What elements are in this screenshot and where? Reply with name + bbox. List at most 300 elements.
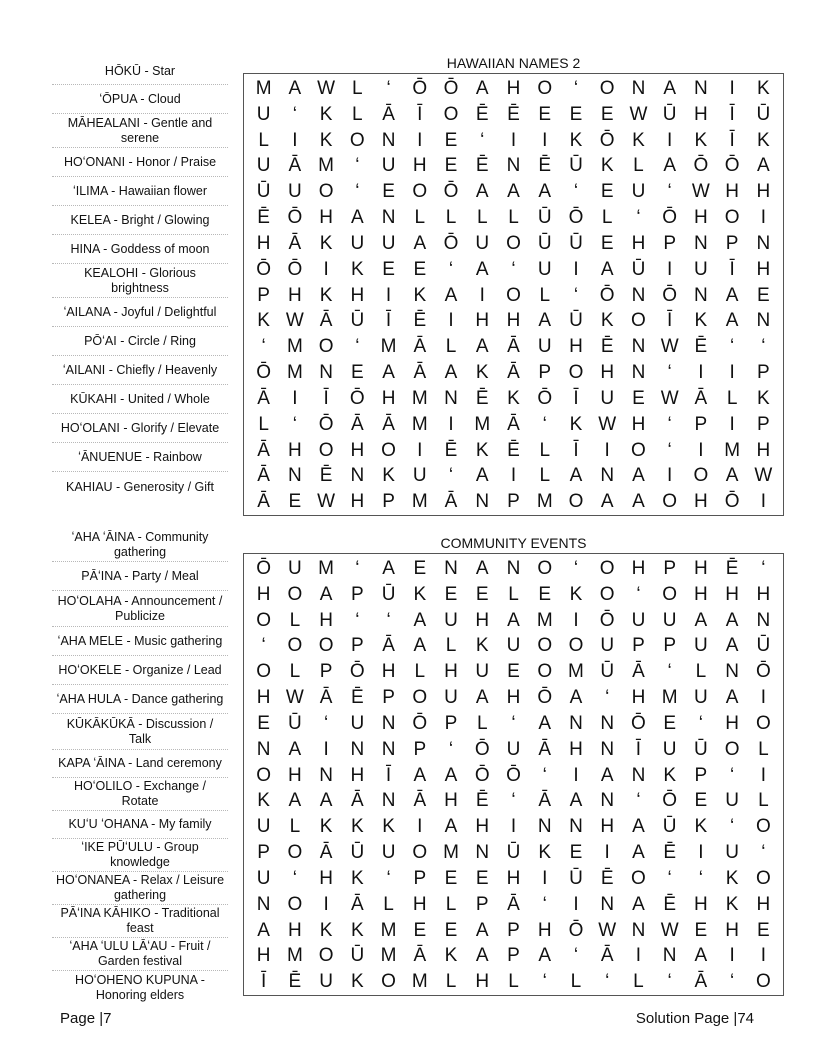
grid-letter: Ā bbox=[507, 413, 520, 435]
grid-letter: I bbox=[292, 387, 298, 409]
grid-letter: A bbox=[257, 919, 270, 941]
grid-letter: H bbox=[506, 78, 521, 99]
grid-letter: O bbox=[631, 439, 646, 461]
grid-letter: Ō bbox=[537, 687, 553, 709]
grid-letter: I bbox=[292, 129, 298, 151]
grid-letter: Ō bbox=[287, 258, 303, 280]
grid-letter: M bbox=[411, 971, 428, 993]
puzzle-title-hawaiian-names: HAWAIIAN NAMES 2 bbox=[446, 55, 581, 71]
grid-letter: ‘ bbox=[730, 764, 735, 786]
grid-letter: K bbox=[319, 919, 333, 941]
grid-letter: Ō bbox=[412, 78, 428, 99]
grid-letter: N bbox=[694, 232, 708, 254]
grid-letter: ‘ bbox=[323, 712, 329, 734]
grid-letter: W bbox=[598, 919, 617, 941]
grid-letter: Ā bbox=[319, 842, 333, 864]
grid-letter: A bbox=[444, 362, 458, 384]
grid-letter: P bbox=[663, 635, 676, 657]
grid-letter: Ē bbox=[600, 336, 614, 358]
grid-letter: N bbox=[381, 207, 396, 229]
grid-letter: O bbox=[693, 465, 709, 487]
grid-letter: Ā bbox=[382, 103, 395, 125]
grid-letter: ‘ bbox=[636, 583, 641, 605]
grid-letter: Ā bbox=[538, 738, 552, 760]
grid-letter: A bbox=[632, 816, 645, 838]
grid-letter: K bbox=[350, 816, 364, 838]
grid-letter: U bbox=[600, 635, 615, 657]
grid-letter: H bbox=[756, 439, 771, 461]
grid-letter: ‘ bbox=[573, 945, 579, 967]
grid-letter: E bbox=[569, 103, 583, 125]
grid-letter: I bbox=[760, 491, 767, 513]
grid-letter: H bbox=[287, 284, 302, 306]
grid-letter: H bbox=[725, 181, 739, 203]
grid-letter: O bbox=[381, 971, 396, 993]
grid-letter: Ō bbox=[662, 790, 678, 812]
grid-letter: P bbox=[507, 919, 520, 941]
grid-letter: Ā bbox=[382, 635, 395, 657]
grid-letter: H bbox=[444, 790, 458, 812]
grid-letter: O bbox=[631, 867, 646, 889]
grid-letter: A bbox=[475, 919, 489, 941]
grid-letter: I bbox=[760, 945, 767, 967]
grid-letter: U bbox=[381, 155, 396, 177]
grid-letter: I bbox=[573, 609, 579, 631]
grid-letter: Ā bbox=[257, 439, 270, 461]
grid-letter: W bbox=[691, 181, 710, 203]
grid-letter: O bbox=[631, 310, 646, 332]
grid-letter: Ā bbox=[413, 362, 427, 384]
grid-letter: N bbox=[475, 842, 490, 864]
word-list-item: ʻILIMA - Hawaiian flower bbox=[52, 177, 228, 206]
grid-letter: ‘ bbox=[542, 893, 547, 915]
grid-letter: K bbox=[350, 971, 364, 993]
grid-letter: ‘ bbox=[605, 971, 610, 993]
grid-letter: L bbox=[508, 583, 519, 605]
grid-letter: Ō bbox=[443, 78, 459, 99]
grid-letter: A bbox=[632, 491, 645, 513]
grid-letter: L bbox=[758, 790, 769, 812]
grid-letter: L bbox=[258, 129, 269, 151]
grid-letter: A bbox=[538, 945, 552, 967]
grid-letter: K bbox=[413, 583, 427, 605]
grid-letter: Ā bbox=[600, 945, 614, 967]
grid-letter: Ō bbox=[568, 207, 584, 229]
grid-letter: Ī bbox=[323, 387, 329, 409]
grid-letter: Ū bbox=[381, 583, 396, 605]
grid-letter: I bbox=[323, 258, 329, 280]
grid-letter: L bbox=[352, 103, 363, 125]
grid-letter: U bbox=[256, 155, 271, 177]
grid-letter: Ī bbox=[573, 439, 579, 461]
grid-letter: A bbox=[507, 609, 520, 631]
grid-letter: E bbox=[600, 232, 614, 254]
grid-letter: ‘ bbox=[355, 558, 360, 579]
grid-letter: Ō bbox=[662, 284, 678, 306]
grid-letter: N bbox=[725, 661, 739, 683]
grid-letter: Ī bbox=[667, 310, 673, 332]
grid-letter: U bbox=[475, 232, 490, 254]
grid-letter: K bbox=[725, 893, 739, 915]
grid-letter: E bbox=[757, 919, 770, 941]
grid-letter: A bbox=[413, 232, 427, 254]
grid-letter: E bbox=[288, 491, 302, 513]
grid-letter: Ē bbox=[507, 439, 520, 461]
grid-letter: A bbox=[475, 78, 489, 99]
grid-letter: N bbox=[256, 738, 271, 760]
grid-letter: K bbox=[600, 310, 614, 332]
word-list-hawaiian-names bbox=[52, 58, 228, 502]
grid-letter: ‘ bbox=[448, 738, 454, 760]
grid-letter: O bbox=[318, 635, 334, 657]
grid-letter: E bbox=[694, 919, 708, 941]
word-list-item: ʻAILANA - Joyful / Delightful bbox=[52, 298, 228, 327]
grid-letter: E bbox=[475, 867, 489, 889]
grid-letter: K bbox=[632, 129, 645, 151]
grid-letter: E bbox=[600, 103, 614, 125]
grid-letter: K bbox=[413, 284, 427, 306]
grid-letter: U bbox=[662, 609, 677, 631]
grid-letter: Ō bbox=[256, 258, 271, 280]
grid-letter: I bbox=[667, 258, 673, 280]
grid-letter: Ā bbox=[538, 790, 552, 812]
grid-letter: Ō bbox=[724, 155, 740, 177]
grid-letter: M bbox=[536, 609, 553, 631]
grid-letter: H bbox=[600, 362, 615, 384]
grid-letter: A bbox=[444, 816, 458, 838]
grid-letter: P bbox=[475, 893, 489, 915]
grid-letter: H bbox=[600, 816, 615, 838]
grid-letter: Ō bbox=[443, 181, 459, 203]
grid-letter: E bbox=[413, 919, 427, 941]
grid-letter: Ū bbox=[569, 310, 583, 332]
grid-letter: H bbox=[381, 661, 396, 683]
page-number: Page |7 bbox=[60, 1010, 112, 1027]
grid-letter: Ī bbox=[417, 103, 423, 125]
grid-letter: ‘ bbox=[261, 336, 266, 358]
grid-letter: H bbox=[756, 583, 771, 605]
word-search-grid-community-events bbox=[243, 553, 784, 996]
grid-letter: L bbox=[258, 413, 269, 435]
grid-letter: ‘ bbox=[480, 129, 485, 151]
grid-letter: K bbox=[350, 919, 364, 941]
word-list-item: KELEA - Bright / Glowing bbox=[52, 206, 228, 235]
grid-letter: Ō bbox=[318, 413, 334, 435]
grid-letter: O bbox=[662, 491, 678, 513]
grid-letter: Ē bbox=[475, 790, 489, 812]
grid-letter: I bbox=[729, 413, 735, 435]
grid-letter: H bbox=[725, 583, 739, 605]
grid-letter: U bbox=[631, 181, 646, 203]
grid-letter: H bbox=[756, 893, 771, 915]
grid-letter: M bbox=[286, 945, 303, 967]
grid-letter: O bbox=[568, 491, 584, 513]
grid-letter: L bbox=[476, 712, 488, 734]
grid-letter: H bbox=[506, 867, 521, 889]
grid-letter: O bbox=[349, 129, 365, 151]
grid-letter: Ū bbox=[662, 103, 677, 125]
grid-letter: M bbox=[536, 491, 553, 513]
grid-letter: Ā bbox=[350, 413, 364, 435]
grid-letter: O bbox=[506, 232, 521, 254]
grid-letter: P bbox=[757, 362, 770, 384]
grid-letter: I bbox=[510, 129, 517, 151]
grid-letter: A bbox=[569, 687, 583, 709]
grid-letter: ‘ bbox=[448, 258, 454, 280]
grid-letter: Ō bbox=[506, 764, 521, 786]
grid-letter: O bbox=[287, 842, 303, 864]
grid-letter: Ā bbox=[507, 336, 520, 358]
grid-letter: U bbox=[381, 232, 396, 254]
grid-letter: H bbox=[694, 558, 708, 579]
grid-letter: W bbox=[317, 78, 336, 99]
grid-letter: K bbox=[350, 867, 364, 889]
grid-letter: K bbox=[725, 867, 739, 889]
grid-letter: A bbox=[725, 284, 739, 306]
grid-letter: O bbox=[287, 635, 303, 657]
grid-letter: N bbox=[631, 336, 646, 358]
grid-letter: Ū bbox=[350, 310, 365, 332]
grid-letter: ‘ bbox=[573, 558, 579, 579]
grid-letter: H bbox=[537, 919, 552, 941]
grid-letter: K bbox=[694, 310, 708, 332]
grid-letter: I bbox=[510, 465, 517, 487]
grid-letter: ‘ bbox=[542, 413, 547, 435]
word-list-item: PĀʻINA KĀHIKO - Traditional feast bbox=[52, 905, 228, 938]
grid-letter: L bbox=[352, 78, 363, 99]
word-list-item: ʻAHA HULA - Dance gathering bbox=[52, 685, 228, 714]
grid-letter: O bbox=[537, 661, 553, 683]
grid-letter: N bbox=[569, 816, 583, 838]
grid-letter: ‘ bbox=[261, 635, 266, 657]
grid-letter: I bbox=[385, 284, 392, 306]
word-list-item: HŌKŪ - Star bbox=[52, 58, 228, 85]
grid-letter: Ō bbox=[599, 129, 615, 151]
grid-letter: E bbox=[444, 919, 458, 941]
grid-letter: Ō bbox=[755, 661, 771, 683]
grid-letter: Ū bbox=[600, 661, 615, 683]
grid-letter: U bbox=[256, 816, 271, 838]
grid-letter: M bbox=[286, 362, 303, 384]
word-list-item: HOʻOLAHA - Announcement / Publicize bbox=[52, 591, 228, 627]
grid-letter: H bbox=[725, 919, 739, 941]
grid-letter: H bbox=[725, 712, 739, 734]
grid-letter: O bbox=[599, 558, 615, 579]
grid-letter: ‘ bbox=[355, 336, 360, 358]
grid-letter: A bbox=[507, 181, 520, 203]
grid-letter: P bbox=[350, 583, 364, 605]
grid-letter: A bbox=[413, 609, 427, 631]
grid-letter: O bbox=[662, 583, 678, 605]
word-list-item: HOʻOHENO KUPUNA - Honoring elders bbox=[75, 972, 205, 1002]
grid-letter: Ō bbox=[443, 232, 459, 254]
grid-letter: ‘ bbox=[292, 413, 297, 435]
grid-letter: Ī bbox=[729, 103, 735, 125]
grid-letter: I bbox=[729, 945, 735, 967]
grid-letter: L bbox=[289, 816, 301, 838]
grid-letter: ‘ bbox=[698, 867, 704, 889]
grid-letter: ‘ bbox=[542, 971, 547, 993]
grid-letter: ‘ bbox=[573, 78, 579, 99]
grid-letter: ‘ bbox=[511, 712, 516, 734]
grid-letter: ‘ bbox=[573, 181, 579, 203]
grid-letter: A bbox=[538, 712, 552, 734]
grid-letter: A bbox=[475, 465, 489, 487]
grid-letter: I bbox=[698, 439, 704, 461]
grid-letter: E bbox=[475, 583, 489, 605]
grid-letter: O bbox=[412, 181, 428, 203]
grid-letter: O bbox=[537, 78, 553, 99]
grid-letter: Ā bbox=[694, 971, 708, 993]
grid-letter: Ē bbox=[507, 103, 520, 125]
grid-letter: A bbox=[725, 465, 739, 487]
grid-letter: P bbox=[413, 867, 427, 889]
grid-letter: O bbox=[568, 362, 584, 384]
grid-letter: K bbox=[475, 439, 489, 461]
grid-letter: H bbox=[694, 103, 708, 125]
grid-letter: N bbox=[381, 790, 396, 812]
grid-letter: P bbox=[382, 687, 395, 709]
grid-letter: M bbox=[474, 413, 491, 435]
grid-letter: U bbox=[506, 738, 521, 760]
grid-letter: L bbox=[633, 971, 644, 993]
grid-letter: O bbox=[537, 635, 553, 657]
grid-letter: I bbox=[417, 816, 423, 838]
word-search-grid-hawaiian-names bbox=[243, 73, 784, 516]
grid-letter: N bbox=[756, 609, 771, 631]
grid-letter: M bbox=[411, 413, 428, 435]
word-list-item: ʻĀNUENUE - Rainbow bbox=[52, 443, 228, 472]
grid-letter: A bbox=[663, 155, 676, 177]
grid-letter: ‘ bbox=[386, 78, 391, 99]
grid-letter: O bbox=[318, 945, 334, 967]
grid-letter: Ō bbox=[568, 919, 584, 941]
grid-letter: H bbox=[319, 609, 333, 631]
grid-letter: A bbox=[538, 181, 552, 203]
grid-letter: H bbox=[756, 181, 771, 203]
grid-letter: Ō bbox=[256, 362, 271, 384]
grid-letter: N bbox=[600, 790, 615, 812]
solution-page-reference: Solution Page |74 bbox=[635, 1010, 754, 1027]
grid-letter: W bbox=[629, 103, 648, 125]
grid-letter: Ē bbox=[475, 155, 489, 177]
grid-letter: Ē bbox=[475, 387, 489, 409]
word-list-item: HOʻONANEA - Relax / Leisure gathering bbox=[52, 872, 228, 905]
grid-letter: U bbox=[600, 387, 615, 409]
grid-letter: O bbox=[287, 893, 303, 915]
grid-letter: Ā bbox=[319, 687, 333, 709]
grid-letter: O bbox=[381, 439, 396, 461]
grid-letter: A bbox=[600, 258, 614, 280]
grid-letter: E bbox=[694, 790, 708, 812]
grid-letter: E bbox=[632, 387, 645, 409]
grid-letter: Ā bbox=[413, 945, 427, 967]
grid-letter: A bbox=[475, 687, 489, 709]
grid-letter: O bbox=[256, 609, 271, 631]
grid-letter: O bbox=[506, 284, 521, 306]
grid-letter: L bbox=[601, 207, 613, 229]
grid-letter: A bbox=[725, 310, 739, 332]
word-list-item: ʻAHA ʻĀINA - Community gathering bbox=[52, 528, 228, 562]
grid-letter: A bbox=[475, 558, 489, 579]
grid-letter: L bbox=[414, 207, 426, 229]
grid-letter: L bbox=[539, 439, 551, 461]
grid-letter: O bbox=[599, 78, 615, 99]
grid-letter: U bbox=[444, 609, 458, 631]
grid-letter: Ē bbox=[694, 336, 708, 358]
grid-letter: Ī bbox=[385, 764, 392, 786]
grid-letter: L bbox=[445, 635, 457, 657]
grid-letter: A bbox=[632, 893, 645, 915]
grid-letter: U bbox=[412, 465, 427, 487]
grid-letter: A bbox=[475, 258, 489, 280]
word-list-item: ʻAHA ʻULU LĀʻAU - Fruit / Garden festival bbox=[52, 938, 228, 971]
grid-letter: I bbox=[729, 78, 735, 99]
grid-letter: N bbox=[381, 129, 396, 151]
grid-letter: M bbox=[443, 842, 459, 864]
grid-letter: U bbox=[694, 635, 708, 657]
grid-letter: Ā bbox=[350, 790, 364, 812]
grid-letter: ‘ bbox=[761, 336, 766, 358]
grid-letter: H bbox=[256, 687, 271, 709]
grid-letter: O bbox=[318, 439, 334, 461]
grid-letter: E bbox=[382, 258, 395, 280]
grid-letter: H bbox=[475, 816, 490, 838]
grid-letter: L bbox=[508, 207, 519, 229]
grid-letter: U bbox=[381, 842, 396, 864]
grid-letter: P bbox=[319, 661, 333, 683]
grid-letter: N bbox=[694, 284, 708, 306]
grid-letter: ‘ bbox=[667, 661, 672, 683]
grid-letter: K bbox=[507, 387, 520, 409]
grid-letter: Ū bbox=[537, 232, 552, 254]
grid-letter: O bbox=[755, 971, 771, 993]
grid-letter: Ū bbox=[350, 945, 365, 967]
grid-letter: K bbox=[757, 78, 770, 99]
grid-letter: W bbox=[754, 465, 773, 487]
grid-letter: N bbox=[319, 764, 333, 786]
grid-letter: I bbox=[573, 764, 579, 786]
grid-letter: H bbox=[475, 971, 490, 993]
grid-letter: E bbox=[600, 181, 614, 203]
grid-letter: P bbox=[725, 232, 739, 254]
grid-letter: H bbox=[381, 387, 396, 409]
grid-letter: P bbox=[257, 842, 270, 864]
grid-letter: E bbox=[538, 583, 552, 605]
grid-letter: N bbox=[662, 945, 677, 967]
grid-letter: A bbox=[757, 155, 770, 177]
grid-letter: Ē bbox=[663, 893, 676, 915]
grid-letter: P bbox=[663, 232, 676, 254]
grid-letter: W bbox=[660, 336, 679, 358]
grid-letter: A bbox=[600, 764, 614, 786]
grid-letter: N bbox=[381, 712, 396, 734]
grid-letter: O bbox=[755, 712, 771, 734]
grid-letter: H bbox=[256, 945, 271, 967]
word-list-item: KAHIAU - Generosity / Gift bbox=[66, 479, 214, 494]
grid-letter: A bbox=[725, 609, 739, 631]
grid-letter: A bbox=[288, 78, 302, 99]
grid-letter: E bbox=[444, 155, 458, 177]
grid-letter: K bbox=[319, 284, 333, 306]
grid-letter: A bbox=[538, 310, 552, 332]
grid-letter: H bbox=[631, 558, 646, 579]
word-list-item: MĀHEALANI - Gentle and serene bbox=[52, 114, 228, 148]
grid-letter: P bbox=[413, 738, 427, 760]
grid-letter: E bbox=[444, 867, 458, 889]
grid-letter: E bbox=[350, 362, 364, 384]
grid-letter: Ū bbox=[662, 816, 677, 838]
